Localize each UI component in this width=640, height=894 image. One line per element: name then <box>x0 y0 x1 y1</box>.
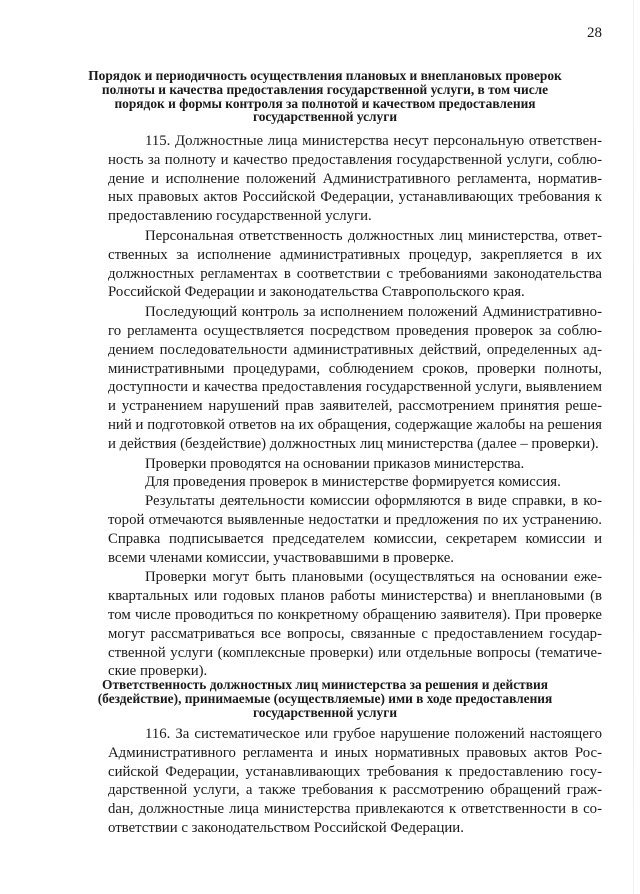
section-title-officials-responsibility: Ответственность должностных лиц министерства за решения и действия (бездействие), принимаемые (осуществляемые) ими в ходе предоставления государственной услуги <box>97 677 553 720</box>
section-body-inspection-procedure <box>108 132 602 681</box>
section-title-inspection-procedure: Порядок и периодичность осуществления плановых и внеплановых проверок полноты и качества предоставления государственной услуги, в том числе порядок и формы контроля за полнотой и качеством предоставления государственной услуги <box>88 68 562 125</box>
paragraph-115: 115. Должностные лица министерства несут персональную ответственность за полноту и качество предоставления государственной услуги, соблюдение и исполнение положений Административного регламента, нормативных правовых актов Российской Федерации, устанавливающих требования к предоставлению государственной услуги. <box>108 133 602 225</box>
paragraph-commission-results: Результаты деятельности комиссии оформляются в виде справки, в которой отмечаются выявленные недостатки и предложения по их устранению. Справка подписывается председателем комиссии, секретарем комиссии и всеми членами комиссии, участвовавшими в проверке. <box>108 493 602 566</box>
paragraph-subsequent-control: Последующий контроль за исполнением положений Административного регламента осуществляется посредством проведения проверок за соблюдением последовательности административных действий, определенных административными процедурами, соблюдением сроков, проверки полноты, доступности и качества предоставления государственной услуги, выявлением и устранением нарушений прав заявителей, рассмотрением принятия решений и подготовкой ответов на их обращения, содержащие жалобы на решения и действия (бездействие) должностных лиц министерства (далее – проверки). <box>108 304 602 452</box>
paragraph-inspection-types: Проверки могут быть плановыми (осуществляться на основании ежеквартальных или годовых планов работы министерства) и внеплановыми (в том числе проводиться по конкретному обращению заявителя). При проверке могут рассматриваться все вопросы, связанные с предоставлением государственной услуги (комплексные проверки) или отдельные вопросы (тематические проверки). <box>108 569 602 680</box>
section-body-officials-responsibility <box>108 725 602 838</box>
paragraph-personal-responsibility: Персональная ответственность должностных лиц министерства, ответственных за исполнение административных процедур, закрепляется в их должностных регламентах в соответствии с требованиями законодательства Российской Федерации и законодательства Ставропольского края. <box>108 227 602 301</box>
paragraph-inspection-orders: Проверки проводятся на основании приказов министерства. <box>145 455 525 472</box>
paragraph-116: 116. За систематическое или грубое нарушение положений настоящего Административного регламента и иных нормативных правовых актов Российской Федерации, устанавливающих требования к предоставлению государственной услуги, а также требования к рассмотрению обращений гражdан, должностные лица министерства привлекаются к ответственности в соответствии с законодательством Российской Федерации. <box>108 726 602 836</box>
paragraph-commission-formed: Для проведения проверок в министерстве формируется комиссия. <box>145 474 561 491</box>
page-number: 28 <box>587 25 602 41</box>
scan-edge-line <box>633 0 634 894</box>
